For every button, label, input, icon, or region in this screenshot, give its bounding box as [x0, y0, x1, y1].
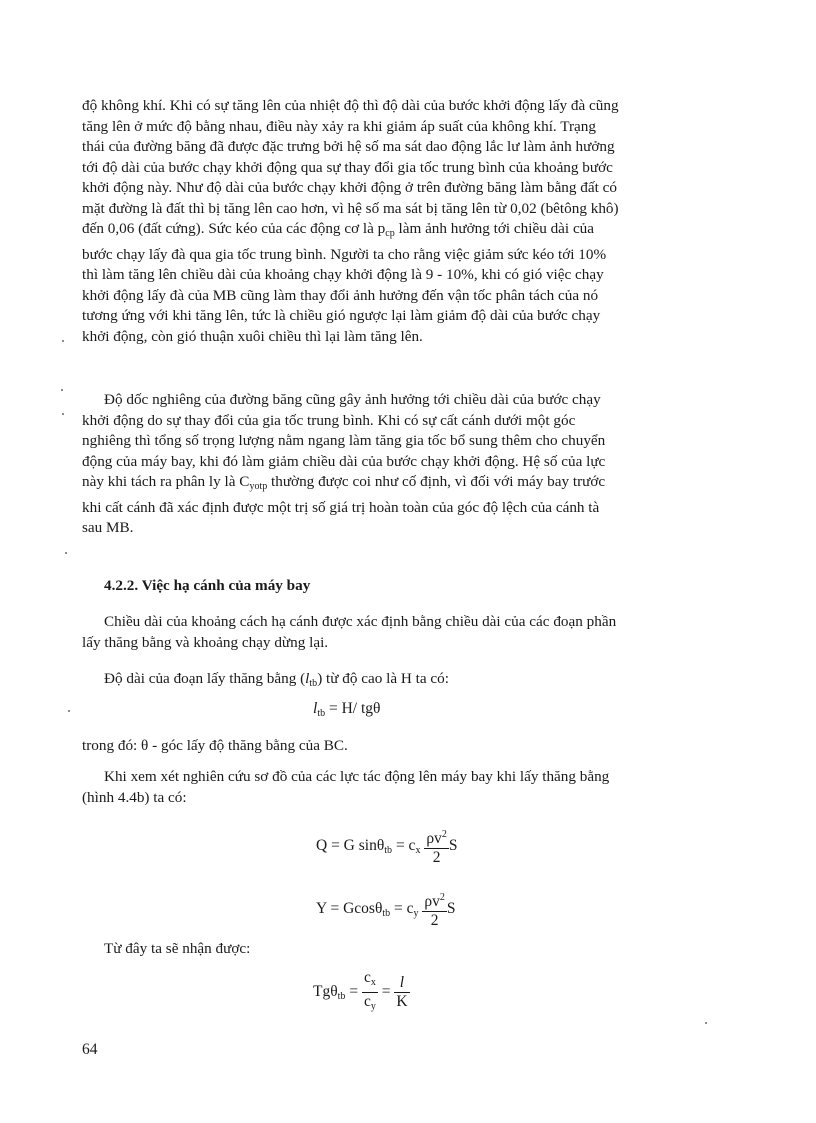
equation-text: =: [377, 983, 395, 1001]
scan-speck: [62, 340, 64, 342]
text-line: lấy thăng bằng và khoảng chạy dừng lại.: [82, 633, 329, 651]
subscript: x: [370, 977, 376, 988]
subscript: y: [413, 908, 419, 920]
scan-speck: [61, 389, 63, 391]
equation-text: =: [345, 983, 362, 1001]
equation-text: S: [448, 837, 458, 855]
numerator: [394, 974, 409, 992]
subscript: tb: [337, 991, 346, 1003]
section-heading: 4.2.2. Việc hạ cánh của máy bay: [104, 577, 311, 594]
fraction: [424, 826, 449, 867]
symbol: l: [305, 670, 310, 687]
paragraph-landing-distance: [82, 612, 730, 653]
denominator: 2: [424, 848, 449, 867]
denominator: 2: [422, 911, 447, 930]
equation-text: = H/ tgθ: [325, 700, 381, 717]
paragraph-force-diagram: [82, 767, 730, 808]
text-segment: này khi tách ra phân ly là C: [82, 473, 250, 490]
text-line: Từ đây ta sẽ nhận được:: [104, 940, 251, 957]
numerator-text: c: [363, 969, 371, 986]
text-line: độ không khí. Khi có sự tăng lên của nhiệt độ thì độ dài của bước khởi động lấy đà cũng: [82, 97, 619, 114]
text-segment: Độ dài của đoạn lấy thăng bằng (: [104, 670, 306, 687]
fraction: [362, 969, 378, 1016]
text-line: mặt đường là đất thì bị tăng lên cao hơn, vì hệ số ma sát bị tăng lên từ 0,02 (bêtông khô): [82, 199, 619, 217]
equation-drag-force: [316, 826, 457, 867]
text-line: nghiêng thì tổng số trọng lượng nằm ngang làm tăng gia tốc bổ sung thêm cho chuyển: [82, 432, 606, 449]
denominator: K: [396, 993, 408, 1010]
numerator-text: l: [399, 974, 405, 991]
text-line: tương ứng với khi tăng lên, tức là chiều gió ngược lại làm giảm độ dài của bước chạy: [82, 307, 601, 324]
text-line: thì làm tăng lên chiều dài của khoảng chạy khởi động là 9 - 10%, khi có gió việc chạy: [82, 266, 604, 283]
equation-text: Tgθ: [313, 983, 338, 1001]
text-line: khởi động lấy đà của MB cũng làm thay đổi ảnh hưởng đến vận tốc phân tách của nó: [82, 286, 599, 304]
text-line: Khi xem xét nghiên cứu sơ đồ của các lực tác động lên máy bay khi lấy thăng bằng: [104, 768, 610, 785]
numerator: [362, 969, 378, 992]
text-line: (hình 4.4b) ta có:: [82, 788, 187, 806]
text-line: Độ dốc nghiêng của đường băng cũng gây ảnh hưởng tới chiều dài của bước chạy: [104, 391, 601, 408]
equation-text: S: [446, 900, 456, 918]
text-line: tăng lên ở mức độ bằng nhau, điều này xảy ra khi giảm áp suất của không khí. Trạng: [82, 117, 596, 135]
subscript: tb: [309, 678, 318, 689]
subscript: x: [415, 845, 421, 857]
paragraph-leveling-length: [82, 669, 730, 695]
symbol: l: [313, 700, 318, 717]
subscript: cp: [385, 228, 395, 239]
text-line: [82, 473, 605, 490]
text-line: bước chạy lấy đà qua gia tốc trung bình. Người ta cho rằng việc giảm sức kéo tới 10%: [82, 245, 607, 263]
subscript: yotp: [249, 481, 268, 492]
paragraph-where: [82, 736, 730, 757]
text-line: Chiều dài của khoảng cách hạ cánh được xác định bằng chiều dài của các đoạn phần: [104, 613, 617, 630]
scan-speck: [68, 710, 70, 712]
text-segment: đến 0,06 (đất cứng). Sức kéo của các động cơ là p: [82, 220, 386, 237]
denominator-text: c: [363, 993, 371, 1010]
text-line: khởi động do sự thay đổi của gia tốc trung bình. Khi có sự cất cánh dưới một góc: [82, 411, 576, 429]
paragraph-result: [82, 939, 730, 960]
equation-text: = c: [390, 900, 414, 918]
page-number: 64: [82, 1041, 98, 1058]
scan-speck: [65, 552, 67, 554]
equation-text: = c: [392, 837, 416, 855]
text-line: khởi động, còn gió thuận xuôi chiều thì lại làm tăng lên.: [82, 327, 423, 345]
paragraph-takeoff-conditions: [82, 96, 730, 347]
equation-text: Y = Gcosθ: [316, 900, 383, 918]
superscript: 2: [439, 892, 445, 903]
subscript: tb: [384, 845, 393, 857]
text-segment: làm ảnh hưởng tới chiều dài của: [394, 220, 595, 237]
equation-leveling-length: [313, 700, 380, 719]
text-segment: ) từ độ cao là H ta có:: [317, 670, 449, 687]
numerator-text: ρv: [426, 830, 442, 847]
equation-leveling-angle: [313, 969, 410, 1016]
subscript: tb: [317, 708, 326, 719]
text-line: [82, 219, 730, 245]
fraction: [394, 974, 409, 1011]
text-line: thái của đường băng đã được đặc trưng bởi hệ số ma sát dao động lắc lư làm ảnh hưởng: [82, 138, 615, 155]
denominator: [362, 992, 378, 1016]
scan-speck: [705, 1022, 707, 1024]
equation-lift-force: [316, 889, 456, 930]
text-segment: thường được coi như cố định, vì đối với máy bay trước: [267, 473, 606, 490]
subscript: tb: [382, 908, 391, 920]
text-line: sau MB.: [82, 519, 134, 536]
text-line: khi cất cánh đã xác định được một trị số giá trị hoàn toàn của góc độ lệch của cánh tà: [82, 498, 600, 516]
scan-speck: [62, 413, 64, 415]
numerator-text: ρv: [424, 893, 440, 910]
text-line: khởi động này. Như độ dài của bước chạy khởi động ở trên đường băng làm bằng đất có: [82, 179, 617, 196]
text-line: động của máy bay, khi đó làm giảm chiều dài của bước chạy khởi động. Hệ số của lực: [82, 452, 606, 470]
paragraph-runway-slope: [82, 390, 730, 539]
text-line: trong đó: θ - góc lấy độ thăng bằng của BC.: [82, 737, 348, 754]
text-line: tới độ dài của bước chạy khởi động qua sự thay đổi gia tốc trung bình của khoảng bước: [82, 158, 613, 176]
fraction: [422, 889, 447, 930]
numerator: [422, 889, 447, 911]
equation-text: Q = G sinθ: [316, 837, 385, 855]
superscript: 2: [441, 829, 447, 840]
numerator: [424, 826, 449, 848]
subscript: y: [370, 1001, 376, 1012]
